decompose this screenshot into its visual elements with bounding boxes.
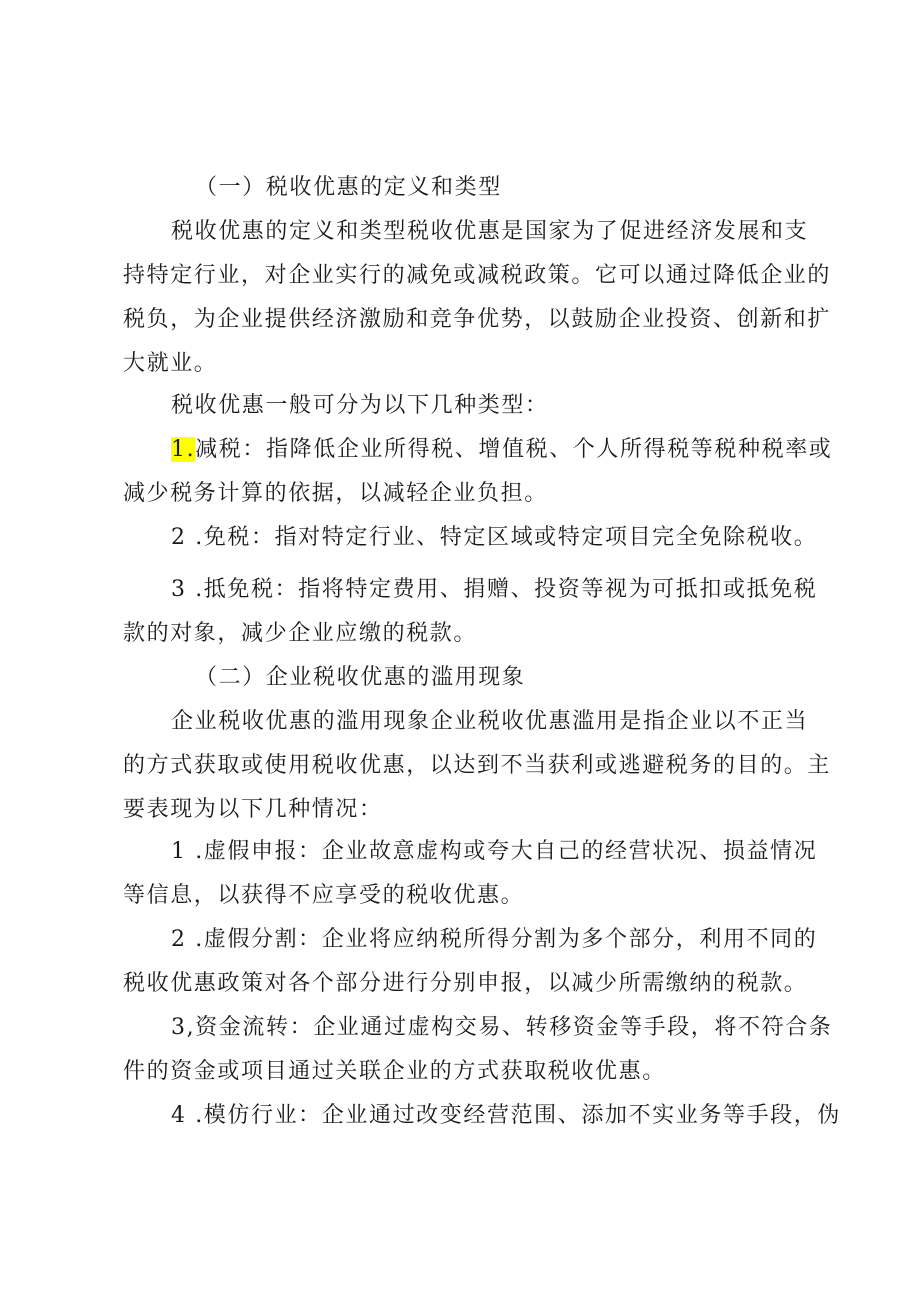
heading-2: （二）企业税收优惠的滥用现象	[195, 665, 526, 690]
paragraph-abuse: 企业税收优惠的滥用现象企业税收优惠滥用是指企业以不正当 的方式获取或使用税收优惠，以达到不当获利或逃避税务的目的。主 要表现为以下几种情况：	[123, 709, 832, 822]
highlight-marker: 1.	[171, 437, 196, 462]
heading-1: （一）税收优惠的定义和类型	[195, 175, 502, 200]
case-4: 4 .模仿行业：企业通过改变经营范围、添加不实业务等手段，伪	[171, 1103, 841, 1128]
list-item-1: 1.减税：指降低企业所得税、增值税、个人所得税等税种税率或 减少税务计算的依据，以减轻企业负担。	[123, 437, 833, 506]
case-2: 2 .虚假分割：企业将应纳税所得分割为多个部分，利用不同的 税收优惠政策对各个部分进行分别申报，以减少所需缴纳的税款。	[123, 927, 818, 996]
list-item-3: 3 .抵免税：指将特定费用、捐赠、投资等视为可抵扣或抵免税 款的对象，减少企业应缴的税款。	[123, 577, 818, 646]
paragraph-types-intro: 税收优惠一般可分为以下几种类型：	[171, 393, 549, 418]
list-item-2: 2 .免税：指对特定行业、特定区域或特定项目完全免除税收。	[171, 525, 818, 550]
case-3: 3,资金流转：企业通过虚构交易、转移资金等手段，将不符合条 件的资金或项目通过关联企业的方式获取税收优惠。	[123, 1015, 833, 1084]
case-1: 1 .虚假申报：企业故意虚构或夸大自己的经营状况、损益情况 等信息，以获得不应享受的税收优惠。	[123, 839, 818, 908]
paragraph-definition: 税收优惠的定义和类型税收优惠是国家为了促进经济发展和支 持特定行业，对企业实行的减免或减税政策。它可以通过降低企业的 税负，为企业提供经济激励和竞争优势，以鼓励企业投资、创新和扩 大就业。	[123, 219, 832, 376]
